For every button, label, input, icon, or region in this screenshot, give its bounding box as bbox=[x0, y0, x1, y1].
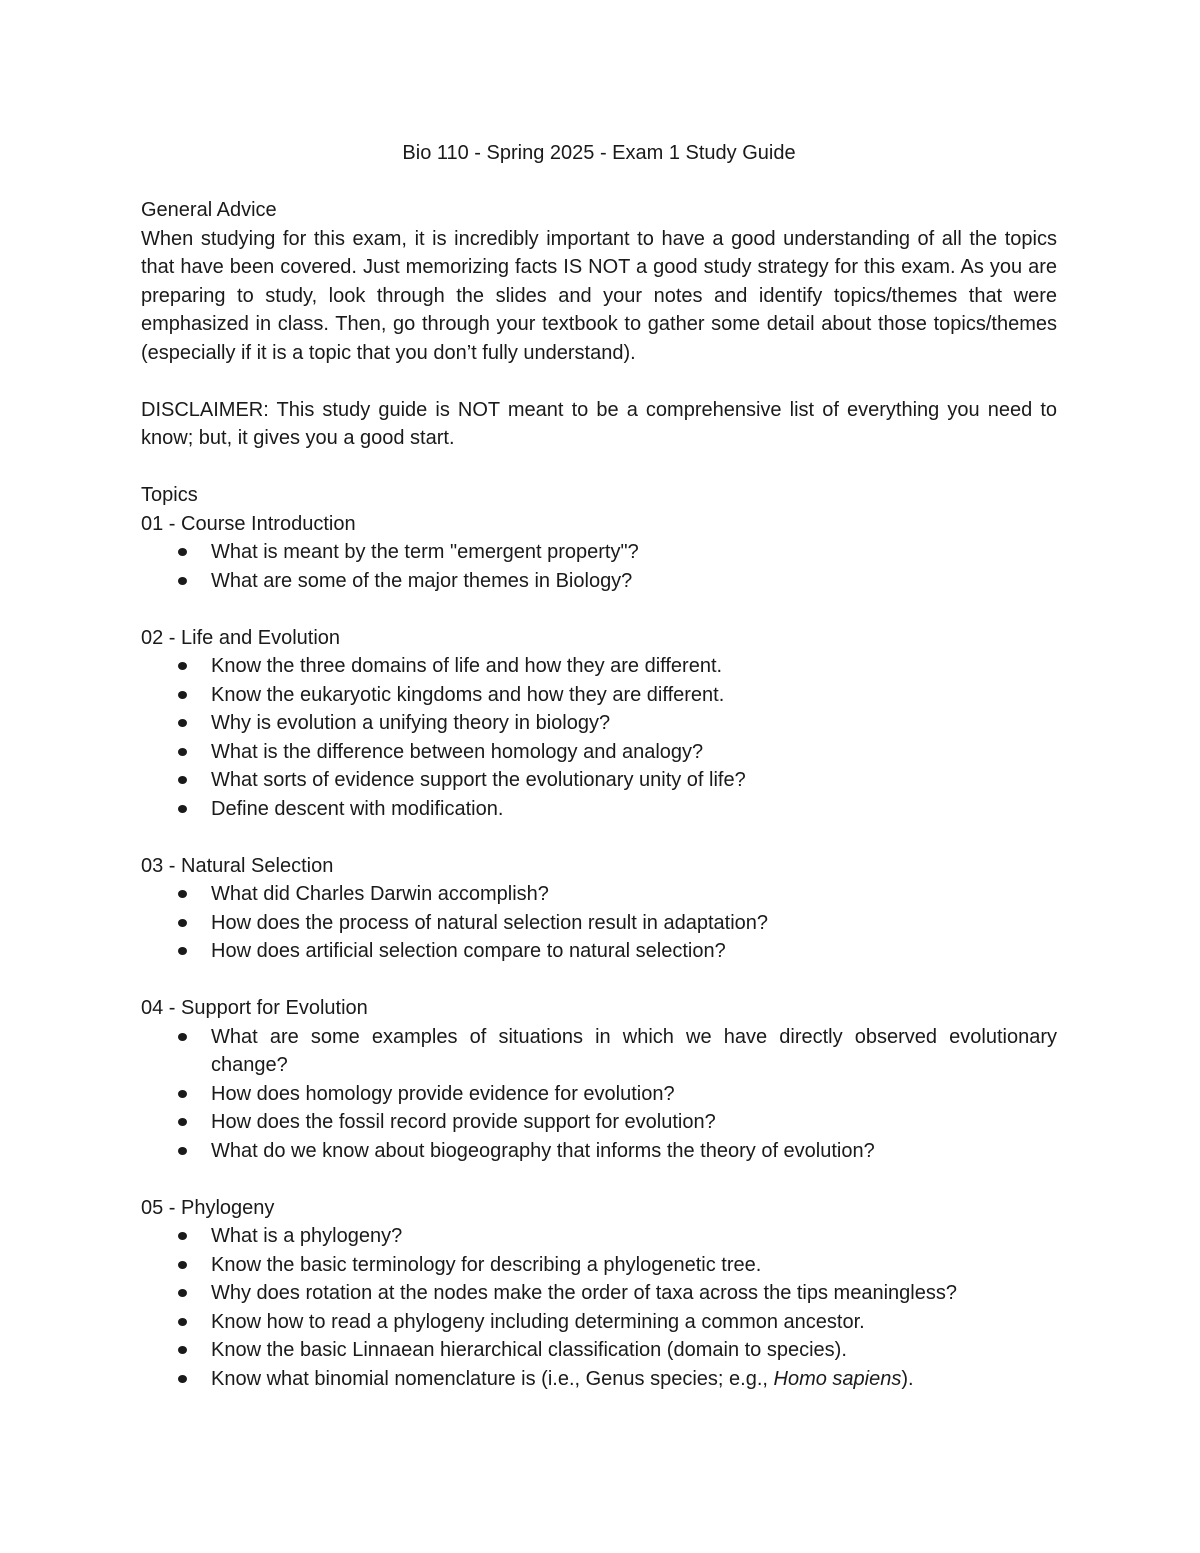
bullet-icon bbox=[178, 1318, 187, 1326]
list-item bbox=[141, 1251, 1057, 1280]
list-item-text-italic: Homo sapiens bbox=[773, 1367, 902, 1390]
bullet-icon bbox=[178, 805, 187, 813]
spacer bbox=[141, 966, 1057, 995]
list-item-text: Define descent with modification. bbox=[211, 797, 504, 820]
list-item bbox=[141, 937, 1057, 966]
list-item-text: How does homology provide evidence for evolution? bbox=[211, 1082, 675, 1105]
list-item-text: Why is evolution a unifying theory in biology? bbox=[211, 712, 611, 734]
list-item bbox=[141, 880, 1057, 909]
list-item-text: Know the basic terminology for describing a phylogenetic tree. bbox=[211, 1253, 762, 1276]
list-item bbox=[141, 538, 1057, 567]
topics-heading: Topics bbox=[141, 484, 198, 506]
list-item bbox=[141, 1336, 1057, 1365]
bullet-icon bbox=[178, 719, 187, 727]
section-heading: 01 - Course Introduction bbox=[141, 512, 356, 535]
section-list bbox=[141, 538, 1057, 595]
list-item bbox=[141, 1023, 1057, 1080]
bullet-icon bbox=[178, 1090, 187, 1098]
list-item-text: Know the basic Linnaean hierarchical classification (domain to species). bbox=[211, 1339, 847, 1361]
spacer bbox=[141, 823, 1057, 852]
list-item bbox=[141, 738, 1057, 767]
list-item-text: Why does rotation at the nodes make the order of taxa across the tips meaningless? bbox=[211, 1282, 957, 1304]
section-heading: 04 - Support for Evolution bbox=[141, 997, 368, 1019]
bullet-icon bbox=[178, 776, 187, 784]
list-item-text: What is meant by the term "emergent property"? bbox=[211, 541, 639, 563]
bullet-icon bbox=[178, 1232, 187, 1240]
list-item-text: What sorts of evidence support the evolutionary unity of life? bbox=[211, 769, 746, 791]
bullet-icon bbox=[178, 1147, 187, 1155]
list-item-text-after: ). bbox=[901, 1367, 914, 1390]
bullet-icon bbox=[178, 1289, 187, 1297]
list-item-text: How does the process of natural selection result in adaptation? bbox=[211, 911, 769, 934]
section-heading: 03 - Natural Selection bbox=[141, 854, 334, 877]
list-item bbox=[141, 1308, 1057, 1337]
general-advice-text: When studying for this exam, it is incredibly important to have a good understanding of all the topics that have been covered. Just memorizing facts IS NOT a good study strategy for this exam. As you are preparing to study, look through the slides and your notes and identify topics/themes that were emphasized in class. Then, go through your textbook to gather some detail about those topics/themes (especially if it is a topic that you don’t fully understand). bbox=[141, 227, 1057, 364]
general-advice-heading: General Advice bbox=[141, 199, 277, 221]
list-item-text: How does the fossil record provide support for evolution? bbox=[211, 1111, 716, 1133]
list-item-text: What do we know about biogeography that informs the theory of evolution? bbox=[211, 1139, 875, 1162]
list-item bbox=[141, 1279, 1057, 1308]
bullet-icon bbox=[178, 1375, 187, 1383]
list-item bbox=[141, 795, 1057, 824]
spacer bbox=[141, 453, 1057, 482]
bullet-icon bbox=[178, 1346, 187, 1354]
list-item bbox=[141, 909, 1057, 938]
section-list bbox=[141, 652, 1057, 823]
list-item-text: Know the eukaryotic kingdoms and how they are different. bbox=[211, 683, 725, 706]
section-heading: 05 - Phylogeny bbox=[141, 1196, 275, 1219]
bullet-icon bbox=[178, 1261, 187, 1269]
list-item-text-before: Know what binomial nomenclature is (i.e., Genus species; e.g., bbox=[211, 1367, 774, 1390]
bullet-icon bbox=[178, 919, 187, 927]
list-item bbox=[141, 1137, 1057, 1166]
section-list bbox=[141, 1222, 1057, 1393]
list-item-text: What is a phylogeny? bbox=[211, 1225, 403, 1247]
list-item-text: Know how to read a phylogeny including determining a common ancestor. bbox=[211, 1310, 865, 1333]
list-item-text: How does artificial selection compare to natural selection? bbox=[211, 940, 726, 962]
section-list bbox=[141, 1023, 1057, 1166]
spacer bbox=[141, 367, 1057, 396]
bullet-icon bbox=[178, 947, 187, 955]
bullet-icon bbox=[178, 662, 187, 670]
bullet-icon bbox=[178, 1033, 187, 1041]
bullet-icon bbox=[178, 890, 187, 898]
page-title: Bio 110 - Spring 2025 - Exam 1 Study Guide bbox=[402, 142, 796, 164]
list-item-text: Know the three domains of life and how they are different. bbox=[211, 655, 723, 677]
bullet-icon bbox=[178, 691, 187, 699]
list-item-text: What is the difference between homology and analogy? bbox=[211, 740, 704, 763]
section-list bbox=[141, 880, 1057, 966]
list-item bbox=[141, 652, 1057, 681]
spacer bbox=[141, 168, 1057, 197]
document-page bbox=[141, 139, 1057, 1393]
spacer bbox=[141, 1165, 1057, 1194]
spacer bbox=[141, 595, 1057, 624]
list-item-text: What are some of the major themes in Biology? bbox=[211, 569, 633, 592]
bullet-icon bbox=[178, 548, 187, 556]
list-item bbox=[141, 567, 1057, 596]
list-item bbox=[141, 709, 1057, 738]
list-item bbox=[141, 1108, 1057, 1137]
list-item bbox=[141, 766, 1057, 795]
bullet-icon bbox=[178, 577, 187, 585]
bullet-icon bbox=[178, 1118, 187, 1126]
bullet-icon bbox=[178, 748, 187, 756]
list-item bbox=[141, 1080, 1057, 1109]
list-item-text: What did Charles Darwin accomplish? bbox=[211, 883, 549, 905]
list-item-text: What are some examples of situations in which we have directly observed evolutionary change? bbox=[211, 1025, 1057, 1076]
section-heading: 02 - Life and Evolution bbox=[141, 626, 341, 649]
list-item bbox=[141, 1365, 1057, 1394]
list-item bbox=[141, 1222, 1057, 1251]
disclaimer-text: DISCLAIMER: This study guide is NOT meant to be a comprehensive list of everything you need to know; but, it gives you a good start. bbox=[141, 398, 1057, 449]
list-item bbox=[141, 681, 1057, 710]
